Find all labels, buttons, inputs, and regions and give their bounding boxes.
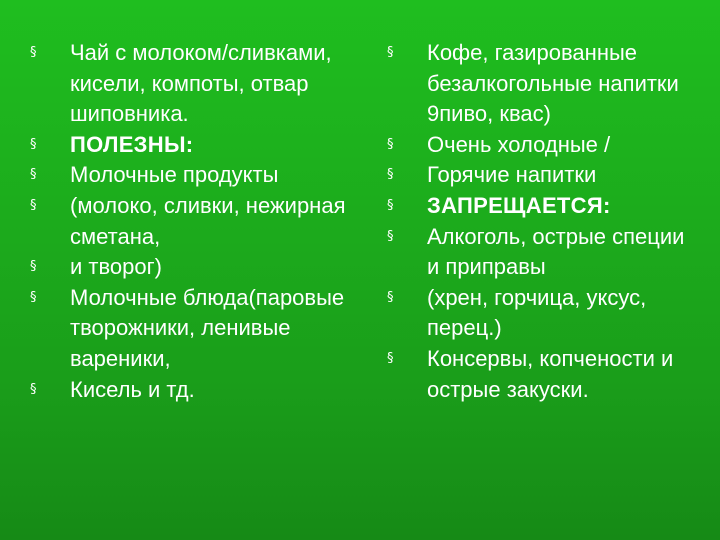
- list-item: [30, 38, 350, 130]
- list-item: [30, 375, 350, 406]
- bullet-icon: §: [387, 350, 394, 366]
- item-text: Молочные продукты: [70, 162, 279, 188]
- list-item: [387, 130, 702, 161]
- bullet-icon: §: [387, 167, 394, 183]
- item-text: (молоко, сливки, нежирная сметана,: [70, 192, 346, 249]
- item-text: Чай с молоком/сливками, кисели, компоты, отвар шиповника.: [70, 40, 332, 127]
- item-text: Консервы, копчености и острые закуски.: [427, 345, 674, 402]
- list-item: [387, 283, 702, 344]
- list-item: [387, 38, 702, 130]
- item-text: Кофе, газированные безалкогольные напитки 9пиво, квас): [427, 40, 679, 127]
- bullet-icon: §: [387, 45, 394, 60]
- list-item: [387, 222, 702, 283]
- item-text: (хрен, горчица, уксус, перец.): [427, 284, 647, 341]
- list-item: [30, 283, 350, 375]
- list-item: [30, 252, 350, 283]
- item-text: Горячие напитки: [427, 162, 597, 188]
- list-item: [30, 191, 350, 252]
- item-text: Молочные блюда(паровые творожники, ленивые вареники,: [70, 284, 345, 371]
- list-item: [387, 344, 702, 405]
- right-bullet-list: [387, 38, 702, 405]
- bullet-icon: §: [387, 228, 394, 244]
- bullet-icon: §: [30, 45, 37, 60]
- item-heading-useful: ПОЛЕЗНЫ:: [70, 131, 194, 157]
- item-text: Алкоголь, острые специи и приправы: [427, 223, 685, 280]
- bullet-icon: §: [387, 197, 394, 213]
- bullet-icon: §: [30, 167, 37, 183]
- bullet-icon: §: [387, 289, 394, 305]
- item-text: Очень холодные /: [427, 131, 611, 157]
- list-item: [387, 191, 702, 222]
- list-item: [30, 160, 350, 191]
- list-item: [30, 130, 350, 161]
- bullet-icon: §: [30, 197, 37, 213]
- item-text: и творог): [70, 254, 162, 280]
- item-text: Кисель и тд.: [70, 376, 195, 402]
- bullet-icon: §: [30, 289, 37, 305]
- bullet-icon: §: [30, 381, 37, 397]
- list-item: [387, 160, 702, 191]
- bullet-icon: §: [30, 136, 37, 152]
- bullet-icon: §: [387, 136, 394, 152]
- left-bullet-list: [30, 38, 350, 405]
- bullet-icon: §: [30, 259, 37, 275]
- item-heading-forbidden: ЗАПРЕЩАЕТСЯ:: [427, 192, 611, 218]
